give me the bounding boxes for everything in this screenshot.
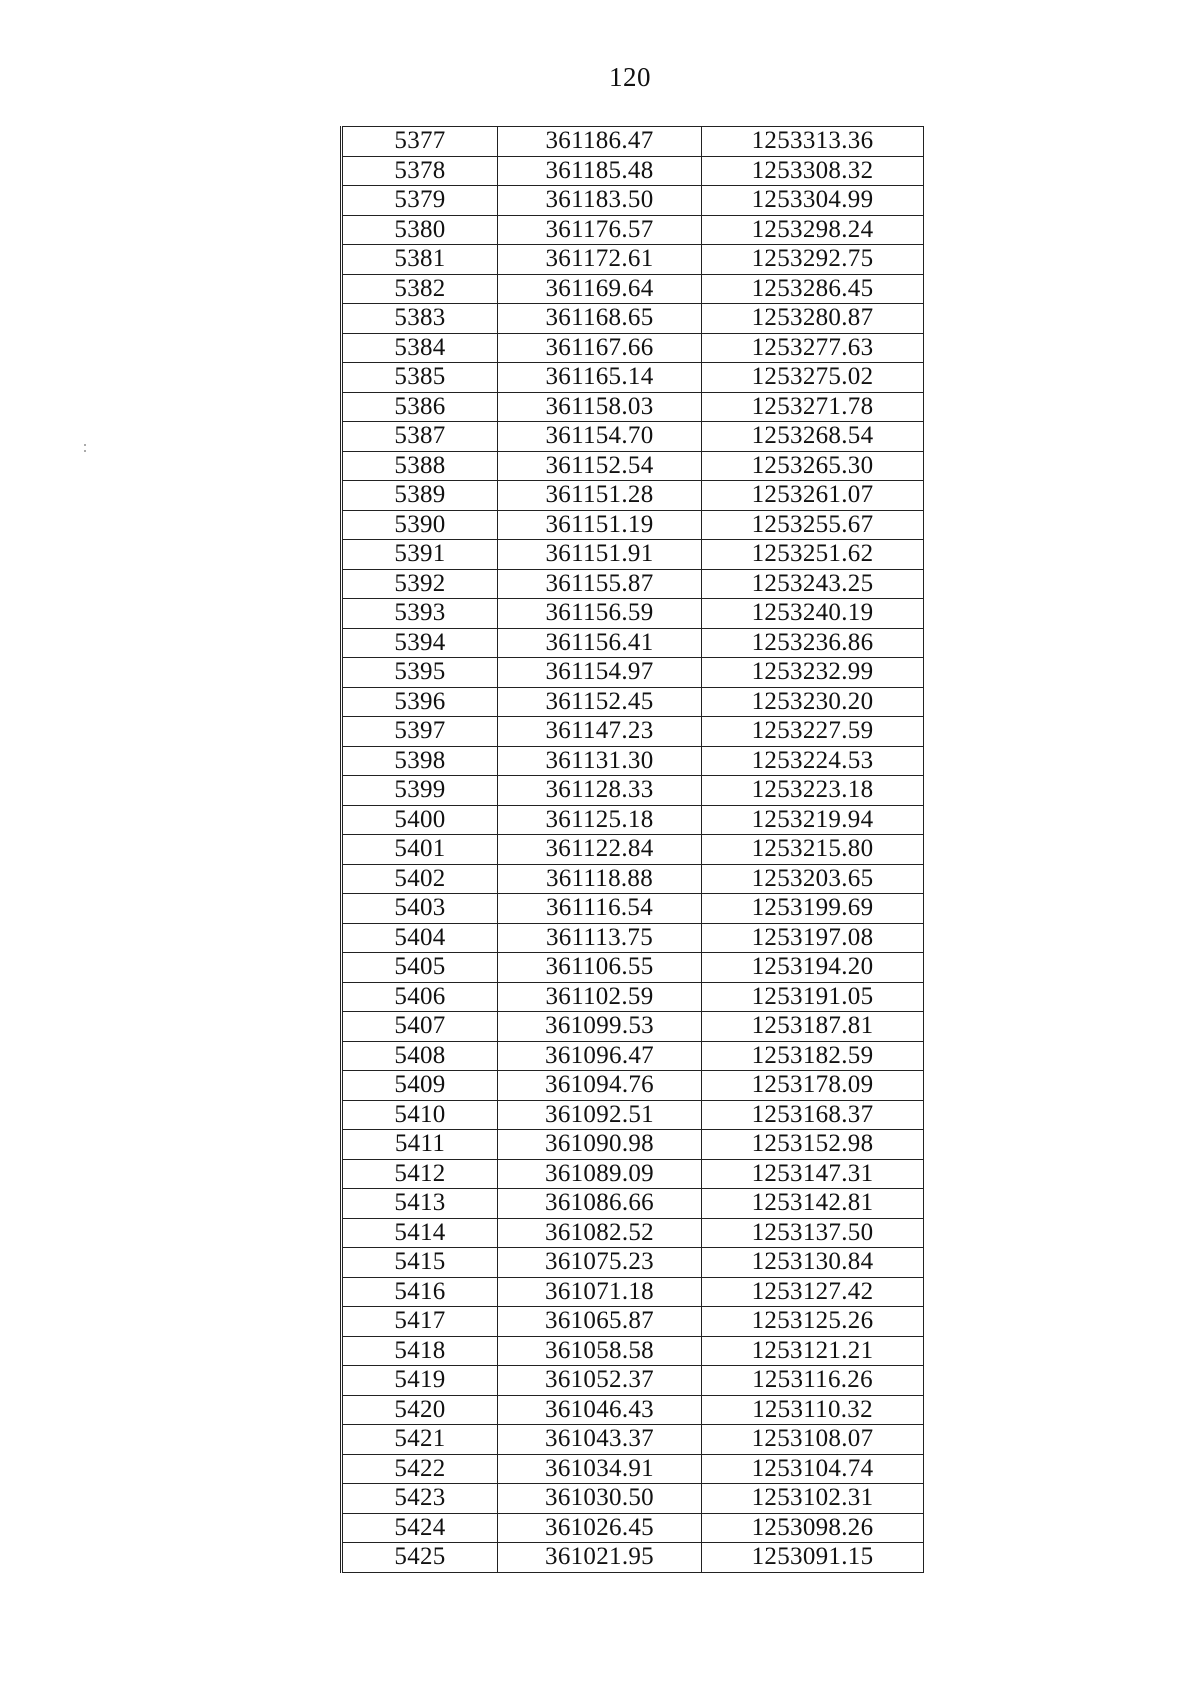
x-coordinate-cell: 361090.98 — [498, 1130, 702, 1160]
coordinate-table — [340, 126, 924, 1573]
table-row — [342, 746, 924, 776]
x-coordinate-cell: 361154.70 — [498, 422, 702, 452]
y-coordinate-cell: 1253251.62 — [702, 540, 924, 570]
y-coordinate-cell: 1253227.59 — [702, 717, 924, 747]
point-number-cell: 5401 — [342, 835, 498, 865]
x-coordinate-cell: 361186.47 — [498, 127, 702, 157]
y-coordinate-cell: 1253255.67 — [702, 510, 924, 540]
table-row — [342, 215, 924, 245]
y-coordinate-cell: 1253223.18 — [702, 776, 924, 806]
x-coordinate-cell: 361106.55 — [498, 953, 702, 983]
point-number-cell: 5378 — [342, 156, 498, 186]
x-coordinate-cell: 361071.18 — [498, 1277, 702, 1307]
point-number-cell: 5393 — [342, 599, 498, 629]
y-coordinate-cell: 1253280.87 — [702, 304, 924, 334]
x-coordinate-cell: 361052.37 — [498, 1366, 702, 1396]
table-row — [342, 274, 924, 304]
x-coordinate-cell: 361075.23 — [498, 1248, 702, 1278]
y-coordinate-cell: 1253199.69 — [702, 894, 924, 924]
y-coordinate-cell: 1253197.08 — [702, 923, 924, 953]
x-coordinate-cell: 361169.64 — [498, 274, 702, 304]
y-coordinate-cell: 1253230.20 — [702, 687, 924, 717]
table-row — [342, 1189, 924, 1219]
point-number-cell: 5379 — [342, 186, 498, 216]
y-coordinate-cell: 1253236.86 — [702, 628, 924, 658]
x-coordinate-cell: 361158.03 — [498, 392, 702, 422]
y-coordinate-cell: 1253313.36 — [702, 127, 924, 157]
x-coordinate-cell: 361152.45 — [498, 687, 702, 717]
x-coordinate-cell: 361065.87 — [498, 1307, 702, 1337]
point-number-cell: 5389 — [342, 481, 498, 511]
y-coordinate-cell: 1253191.05 — [702, 982, 924, 1012]
point-number-cell: 5425 — [342, 1543, 498, 1573]
table-row — [342, 1159, 924, 1189]
x-coordinate-cell: 361082.52 — [498, 1218, 702, 1248]
table-row — [342, 481, 924, 511]
x-coordinate-cell: 361131.30 — [498, 746, 702, 776]
y-coordinate-cell: 1253271.78 — [702, 392, 924, 422]
table-row — [342, 304, 924, 334]
point-number-cell: 5385 — [342, 363, 498, 393]
point-number-cell: 5383 — [342, 304, 498, 334]
table-row — [342, 127, 924, 157]
point-number-cell: 5395 — [342, 658, 498, 688]
point-number-cell: 5415 — [342, 1248, 498, 1278]
y-coordinate-cell: 1253268.54 — [702, 422, 924, 452]
point-number-cell: 5417 — [342, 1307, 498, 1337]
x-coordinate-cell: 361021.95 — [498, 1543, 702, 1573]
table-row — [342, 1100, 924, 1130]
table-row — [342, 1543, 924, 1573]
x-coordinate-cell: 361156.59 — [498, 599, 702, 629]
table-row — [342, 156, 924, 186]
point-number-cell: 5411 — [342, 1130, 498, 1160]
table-row — [342, 835, 924, 865]
point-number-cell: 5406 — [342, 982, 498, 1012]
x-coordinate-cell: 361118.88 — [498, 864, 702, 894]
point-number-cell: 5405 — [342, 953, 498, 983]
y-coordinate-cell: 1253265.30 — [702, 451, 924, 481]
y-coordinate-cell: 1253178.09 — [702, 1071, 924, 1101]
x-coordinate-cell: 361099.53 — [498, 1012, 702, 1042]
table-row — [342, 1041, 924, 1071]
table-row — [342, 1277, 924, 1307]
table-row — [342, 894, 924, 924]
y-coordinate-cell: 1253298.24 — [702, 215, 924, 245]
x-coordinate-cell: 361094.76 — [498, 1071, 702, 1101]
table-row — [342, 1218, 924, 1248]
point-number-cell: 5380 — [342, 215, 498, 245]
point-number-cell: 5423 — [342, 1484, 498, 1514]
table-row — [342, 451, 924, 481]
y-coordinate-cell: 1253152.98 — [702, 1130, 924, 1160]
y-coordinate-cell: 1253098.26 — [702, 1513, 924, 1543]
x-coordinate-cell: 361151.28 — [498, 481, 702, 511]
margin-specks — [84, 440, 88, 470]
y-coordinate-cell: 1253137.50 — [702, 1218, 924, 1248]
table-row — [342, 1248, 924, 1278]
point-number-cell: 5422 — [342, 1454, 498, 1484]
table-row — [342, 717, 924, 747]
point-number-cell: 5377 — [342, 127, 498, 157]
table-row — [342, 628, 924, 658]
table-row — [342, 982, 924, 1012]
x-coordinate-cell: 361116.54 — [498, 894, 702, 924]
point-number-cell: 5396 — [342, 687, 498, 717]
table-row — [342, 1454, 924, 1484]
x-coordinate-cell: 361026.45 — [498, 1513, 702, 1543]
table-row — [342, 186, 924, 216]
x-coordinate-cell: 361155.87 — [498, 569, 702, 599]
point-number-cell: 5391 — [342, 540, 498, 570]
point-number-cell: 5398 — [342, 746, 498, 776]
x-coordinate-cell: 361125.18 — [498, 805, 702, 835]
table-row — [342, 687, 924, 717]
point-number-cell: 5424 — [342, 1513, 498, 1543]
y-coordinate-cell: 1253194.20 — [702, 953, 924, 983]
point-number-cell: 5409 — [342, 1071, 498, 1101]
y-coordinate-cell: 1253187.81 — [702, 1012, 924, 1042]
x-coordinate-cell: 361043.37 — [498, 1425, 702, 1455]
x-coordinate-cell: 361168.65 — [498, 304, 702, 334]
y-coordinate-cell: 1253102.31 — [702, 1484, 924, 1514]
x-coordinate-cell: 361122.84 — [498, 835, 702, 865]
x-coordinate-cell: 361092.51 — [498, 1100, 702, 1130]
table-row — [342, 245, 924, 275]
table-row — [342, 923, 924, 953]
y-coordinate-cell: 1253127.42 — [702, 1277, 924, 1307]
x-coordinate-cell: 361172.61 — [498, 245, 702, 275]
y-coordinate-cell: 1253108.07 — [702, 1425, 924, 1455]
table-row — [342, 1513, 924, 1543]
point-number-cell: 5388 — [342, 451, 498, 481]
point-number-cell: 5386 — [342, 392, 498, 422]
table-row — [342, 658, 924, 688]
table-row — [342, 805, 924, 835]
point-number-cell: 5402 — [342, 864, 498, 894]
x-coordinate-cell: 361156.41 — [498, 628, 702, 658]
y-coordinate-cell: 1253243.25 — [702, 569, 924, 599]
y-coordinate-cell: 1253130.84 — [702, 1248, 924, 1278]
y-coordinate-cell: 1253240.19 — [702, 599, 924, 629]
y-coordinate-cell: 1253121.21 — [702, 1336, 924, 1366]
x-coordinate-cell: 361030.50 — [498, 1484, 702, 1514]
y-coordinate-cell: 1253168.37 — [702, 1100, 924, 1130]
table-row — [342, 599, 924, 629]
point-number-cell: 5412 — [342, 1159, 498, 1189]
table-row — [342, 422, 924, 452]
point-number-cell: 5420 — [342, 1395, 498, 1425]
point-number-cell: 5410 — [342, 1100, 498, 1130]
y-coordinate-cell: 1253091.15 — [702, 1543, 924, 1573]
table-row — [342, 1130, 924, 1160]
point-number-cell: 5414 — [342, 1218, 498, 1248]
y-coordinate-cell: 1253110.32 — [702, 1395, 924, 1425]
table-row — [342, 363, 924, 393]
coordinate-table-body — [342, 127, 924, 1573]
y-coordinate-cell: 1253224.53 — [702, 746, 924, 776]
table-row — [342, 569, 924, 599]
x-coordinate-cell: 361152.54 — [498, 451, 702, 481]
x-coordinate-cell: 361034.91 — [498, 1454, 702, 1484]
x-coordinate-cell: 361113.75 — [498, 923, 702, 953]
y-coordinate-cell: 1253219.94 — [702, 805, 924, 835]
y-coordinate-cell: 1253261.07 — [702, 481, 924, 511]
table-row — [342, 953, 924, 983]
table-row — [342, 864, 924, 894]
point-number-cell: 5418 — [342, 1336, 498, 1366]
table-row — [342, 333, 924, 363]
table-row — [342, 1307, 924, 1337]
x-coordinate-cell: 361096.47 — [498, 1041, 702, 1071]
point-number-cell: 5407 — [342, 1012, 498, 1042]
table-row — [342, 1012, 924, 1042]
point-number-cell: 5403 — [342, 894, 498, 924]
x-coordinate-cell: 361046.43 — [498, 1395, 702, 1425]
point-number-cell: 5387 — [342, 422, 498, 452]
table-row — [342, 392, 924, 422]
point-number-cell: 5416 — [342, 1277, 498, 1307]
point-number-cell: 5390 — [342, 510, 498, 540]
x-coordinate-cell: 361128.33 — [498, 776, 702, 806]
point-number-cell: 5399 — [342, 776, 498, 806]
point-number-cell: 5421 — [342, 1425, 498, 1455]
point-number-cell: 5381 — [342, 245, 498, 275]
y-coordinate-cell: 1253142.81 — [702, 1189, 924, 1219]
x-coordinate-cell: 361086.66 — [498, 1189, 702, 1219]
y-coordinate-cell: 1253232.99 — [702, 658, 924, 688]
point-number-cell: 5408 — [342, 1041, 498, 1071]
table-row — [342, 1395, 924, 1425]
y-coordinate-cell: 1253116.26 — [702, 1366, 924, 1396]
point-number-cell: 5382 — [342, 274, 498, 304]
x-coordinate-cell: 361165.14 — [498, 363, 702, 393]
y-coordinate-cell: 1253182.59 — [702, 1041, 924, 1071]
point-number-cell: 5419 — [342, 1366, 498, 1396]
y-coordinate-cell: 1253308.32 — [702, 156, 924, 186]
y-coordinate-cell: 1253292.75 — [702, 245, 924, 275]
y-coordinate-cell: 1253147.31 — [702, 1159, 924, 1189]
x-coordinate-cell: 361058.58 — [498, 1336, 702, 1366]
table-row — [342, 510, 924, 540]
point-number-cell: 5413 — [342, 1189, 498, 1219]
y-coordinate-cell: 1253125.26 — [702, 1307, 924, 1337]
point-number-cell: 5394 — [342, 628, 498, 658]
y-coordinate-cell: 1253275.02 — [702, 363, 924, 393]
y-coordinate-cell: 1253286.45 — [702, 274, 924, 304]
table-row — [342, 1366, 924, 1396]
y-coordinate-cell: 1253104.74 — [702, 1454, 924, 1484]
y-coordinate-cell: 1253203.65 — [702, 864, 924, 894]
x-coordinate-cell: 361147.23 — [498, 717, 702, 747]
x-coordinate-cell: 361102.59 — [498, 982, 702, 1012]
x-coordinate-cell: 361151.19 — [498, 510, 702, 540]
x-coordinate-cell: 361167.66 — [498, 333, 702, 363]
table-row — [342, 540, 924, 570]
point-number-cell: 5384 — [342, 333, 498, 363]
table-row — [342, 1071, 924, 1101]
x-coordinate-cell: 361089.09 — [498, 1159, 702, 1189]
x-coordinate-cell: 361183.50 — [498, 186, 702, 216]
y-coordinate-cell: 1253277.63 — [702, 333, 924, 363]
point-number-cell: 5397 — [342, 717, 498, 747]
x-coordinate-cell: 361151.91 — [498, 540, 702, 570]
y-coordinate-cell: 1253304.99 — [702, 186, 924, 216]
table-row — [342, 1425, 924, 1455]
y-coordinate-cell: 1253215.80 — [702, 835, 924, 865]
table-row — [342, 1484, 924, 1514]
page-number: 120 — [609, 62, 651, 92]
table-row — [342, 776, 924, 806]
table-row — [342, 1336, 924, 1366]
x-coordinate-cell: 361154.97 — [498, 658, 702, 688]
x-coordinate-cell: 361185.48 — [498, 156, 702, 186]
x-coordinate-cell: 361176.57 — [498, 215, 702, 245]
point-number-cell: 5404 — [342, 923, 498, 953]
point-number-cell: 5400 — [342, 805, 498, 835]
point-number-cell: 5392 — [342, 569, 498, 599]
